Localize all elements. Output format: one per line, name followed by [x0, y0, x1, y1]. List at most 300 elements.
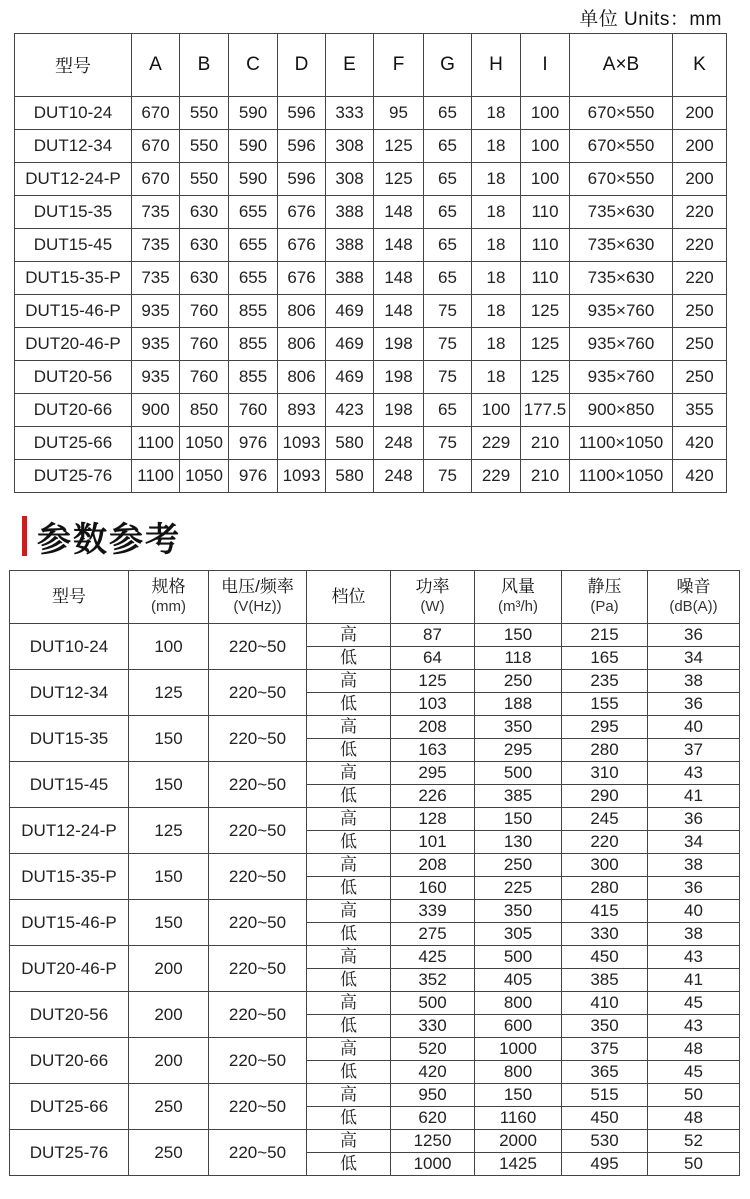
parameters-header-cell: [562, 571, 648, 624]
dimension-cell: 670: [132, 130, 180, 163]
dimension-cell: 420: [673, 427, 727, 460]
table-row: [10, 1038, 740, 1061]
airflow-cell: 118: [475, 647, 562, 670]
pressure-cell: 280: [562, 739, 648, 762]
airflow-cell: 150: [475, 1084, 562, 1107]
dimension-cell: 900: [132, 394, 180, 427]
header-label: 噪音: [676, 577, 711, 596]
dimension-cell: 1100: [132, 460, 180, 493]
dimensions-header-cell: H: [472, 34, 521, 97]
dimension-cell: 75: [424, 427, 472, 460]
dimension-cell: 469: [326, 295, 374, 328]
table-row: [10, 808, 740, 831]
airflow-cell: 305: [475, 923, 562, 946]
gear-cell: 低: [307, 877, 391, 900]
power-cell: 352: [391, 969, 475, 992]
dimension-cell: 670: [132, 97, 180, 130]
dimension-cell: 935×760: [570, 328, 673, 361]
dimension-cell: 100: [472, 394, 521, 427]
dimension-cell: 18: [472, 130, 521, 163]
airflow-cell: 800: [475, 1061, 562, 1084]
dimensions-header-cell: G: [424, 34, 472, 97]
pressure-cell: 365: [562, 1061, 648, 1084]
voltage-cell: 220~50: [209, 854, 307, 900]
power-cell: 620: [391, 1107, 475, 1130]
voltage-cell: 220~50: [209, 624, 307, 670]
dimension-cell: 735: [132, 229, 180, 262]
units-note: 单位 Units：mm: [579, 9, 722, 30]
dimension-cell: 1050: [180, 427, 229, 460]
table-row: [15, 196, 727, 229]
noise-cell: 43: [648, 762, 740, 785]
airflow-cell: 1425: [475, 1153, 562, 1176]
dimension-cell: 806: [278, 295, 326, 328]
size-cell: 150: [129, 762, 209, 808]
airflow-cell: 150: [475, 808, 562, 831]
header-unit: (Pa): [590, 598, 619, 615]
size-cell: 150: [129, 900, 209, 946]
model-cell: DUT25-76: [15, 460, 132, 493]
dimension-cell: 676: [278, 196, 326, 229]
dimension-cell: 596: [278, 97, 326, 130]
dimension-cell: 735×630: [570, 196, 673, 229]
power-cell: 101: [391, 831, 475, 854]
dimension-cell: 596: [278, 163, 326, 196]
dimension-cell: 18: [472, 328, 521, 361]
dimension-cell: 100: [521, 97, 570, 130]
dimension-cell: 75: [424, 328, 472, 361]
pressure-cell: 385: [562, 969, 648, 992]
size-cell: 200: [129, 946, 209, 992]
pressure-cell: 235: [562, 670, 648, 693]
dimension-cell: 423: [326, 394, 374, 427]
dimension-cell: 935: [132, 295, 180, 328]
dimension-cell: 550: [180, 97, 229, 130]
voltage-cell: 220~50: [209, 946, 307, 992]
dimension-cell: 220: [673, 196, 727, 229]
dimension-cell: 976: [229, 427, 278, 460]
dimension-cell: 550: [180, 163, 229, 196]
noise-cell: 45: [648, 1061, 740, 1084]
header-label: 型号: [52, 587, 86, 606]
dimension-cell: 229: [472, 460, 521, 493]
dimension-cell: 148: [374, 229, 424, 262]
model-cell: DUT12-34: [10, 670, 129, 716]
dimension-cell: 1100×1050: [570, 427, 673, 460]
header-label: 电压/频率: [221, 577, 294, 596]
dimension-cell: 935×760: [570, 295, 673, 328]
dimension-cell: 670×550: [570, 130, 673, 163]
dimension-cell: 333: [326, 97, 374, 130]
noise-cell: 34: [648, 831, 740, 854]
dimension-cell: 65: [424, 229, 472, 262]
table-row: [10, 854, 740, 877]
pressure-cell: 215: [562, 624, 648, 647]
power-cell: 160: [391, 877, 475, 900]
dimensions-header-cell: D: [278, 34, 326, 97]
dimension-cell: 760: [180, 295, 229, 328]
model-cell: DUT15-35-P: [15, 262, 132, 295]
model-cell: DUT10-24: [15, 97, 132, 130]
voltage-cell: 220~50: [209, 762, 307, 808]
airflow-cell: 250: [475, 670, 562, 693]
model-cell: DUT25-76: [10, 1130, 129, 1176]
dimensions-header-cell: I: [521, 34, 570, 97]
model-cell: DUT20-46-P: [15, 328, 132, 361]
power-cell: 128: [391, 808, 475, 831]
size-cell: 125: [129, 670, 209, 716]
airflow-cell: 800: [475, 992, 562, 1015]
dimension-cell: 655: [229, 229, 278, 262]
dimension-cell: 65: [424, 130, 472, 163]
header-unit: (mm): [151, 598, 186, 615]
noise-cell: 37: [648, 739, 740, 762]
noise-cell: 36: [648, 693, 740, 716]
gear-cell: 高: [307, 1130, 391, 1153]
dimension-cell: 355: [673, 394, 727, 427]
power-cell: 425: [391, 946, 475, 969]
model-cell: DUT20-66: [10, 1038, 129, 1084]
model-cell: DUT15-35: [15, 196, 132, 229]
gear-cell: 高: [307, 992, 391, 1015]
pressure-cell: 165: [562, 647, 648, 670]
dimension-cell: 210: [521, 427, 570, 460]
model-cell: DUT15-45: [10, 762, 129, 808]
dimension-cell: 248: [374, 460, 424, 493]
section-heading: [22, 515, 181, 557]
size-cell: 200: [129, 1038, 209, 1084]
parameters-header-cell: [391, 571, 475, 624]
dimension-cell: 388: [326, 229, 374, 262]
dimension-cell: 125: [374, 130, 424, 163]
dimension-cell: 210: [521, 460, 570, 493]
airflow-cell: 500: [475, 946, 562, 969]
dimensions-header-cell: K: [673, 34, 727, 97]
dimension-cell: 550: [180, 130, 229, 163]
parameters-header-cell: [648, 571, 740, 624]
dimension-cell: 200: [673, 163, 727, 196]
dimension-cell: 75: [424, 361, 472, 394]
noise-cell: 38: [648, 923, 740, 946]
size-cell: 250: [129, 1130, 209, 1176]
dimension-cell: 1100: [132, 427, 180, 460]
header-unit: (m³/h): [498, 598, 538, 615]
gear-cell: 高: [307, 900, 391, 923]
pressure-cell: 450: [562, 946, 648, 969]
dimension-cell: 935×760: [570, 361, 673, 394]
airflow-cell: 1160: [475, 1107, 562, 1130]
noise-cell: 41: [648, 785, 740, 808]
dimension-cell: 735×630: [570, 262, 673, 295]
table-row: [10, 716, 740, 739]
dimension-cell: 18: [472, 97, 521, 130]
header-unit: (V(Hz)): [233, 598, 282, 615]
dimension-cell: 65: [424, 262, 472, 295]
power-cell: 500: [391, 992, 475, 1015]
dimensions-header-row: [15, 34, 727, 97]
size-cell: 150: [129, 854, 209, 900]
dimension-cell: 18: [472, 163, 521, 196]
power-cell: 520: [391, 1038, 475, 1061]
pressure-cell: 375: [562, 1038, 648, 1061]
power-cell: 208: [391, 716, 475, 739]
noise-cell: 43: [648, 946, 740, 969]
pressure-cell: 415: [562, 900, 648, 923]
pressure-cell: 280: [562, 877, 648, 900]
dimensions-header-cell: 型号: [15, 34, 132, 97]
model-cell: DUT15-45: [15, 229, 132, 262]
airflow-cell: 500: [475, 762, 562, 785]
dimension-cell: 18: [472, 196, 521, 229]
voltage-cell: 220~50: [209, 808, 307, 854]
dimension-cell: 125: [521, 295, 570, 328]
noise-cell: 50: [648, 1084, 740, 1107]
airflow-cell: 600: [475, 1015, 562, 1038]
model-cell: DUT25-66: [15, 427, 132, 460]
table-row: [10, 624, 740, 647]
gear-cell: 高: [307, 854, 391, 877]
dimension-cell: 100: [521, 163, 570, 196]
gear-cell: 低: [307, 785, 391, 808]
table-row: [15, 163, 727, 196]
pressure-cell: 295: [562, 716, 648, 739]
voltage-cell: 220~50: [209, 716, 307, 762]
table-row: [15, 427, 727, 460]
voltage-cell: 220~50: [209, 1038, 307, 1084]
noise-cell: 40: [648, 900, 740, 923]
dimension-cell: 250: [673, 361, 727, 394]
airflow-cell: 350: [475, 716, 562, 739]
table-row: [15, 460, 727, 493]
dimension-cell: 200: [673, 130, 727, 163]
airflow-cell: 150: [475, 624, 562, 647]
noise-cell: 45: [648, 992, 740, 1015]
dimension-cell: 125: [521, 361, 570, 394]
dimension-cell: 760: [180, 328, 229, 361]
dimension-cell: 248: [374, 427, 424, 460]
power-cell: 275: [391, 923, 475, 946]
parameters-table: [9, 570, 740, 1176]
table-row: [10, 762, 740, 785]
pressure-cell: 410: [562, 992, 648, 1015]
dimension-cell: 308: [326, 130, 374, 163]
table-row: [10, 1084, 740, 1107]
size-cell: 150: [129, 716, 209, 762]
dimension-cell: 100: [521, 130, 570, 163]
accent-bar: [22, 516, 27, 556]
dimension-cell: 590: [229, 97, 278, 130]
model-cell: DUT15-46-P: [10, 900, 129, 946]
header-label: 风量: [501, 577, 535, 596]
dimension-cell: 855: [229, 295, 278, 328]
size-cell: 200: [129, 992, 209, 1038]
dimension-cell: 670×550: [570, 97, 673, 130]
gear-cell: 低: [307, 831, 391, 854]
header-label: 规格: [151, 577, 186, 596]
power-cell: 1250: [391, 1130, 475, 1153]
dimension-cell: 220: [673, 229, 727, 262]
gear-cell: 低: [307, 1153, 391, 1176]
dimension-cell: 95: [374, 97, 424, 130]
gear-cell: 低: [307, 1061, 391, 1084]
dimension-cell: 65: [424, 97, 472, 130]
gear-cell: 低: [307, 1015, 391, 1038]
table-row: [15, 97, 727, 130]
airflow-cell: 385: [475, 785, 562, 808]
dimension-cell: 1093: [278, 460, 326, 493]
pressure-cell: 245: [562, 808, 648, 831]
dimension-cell: 676: [278, 229, 326, 262]
power-cell: 163: [391, 739, 475, 762]
noise-cell: 40: [648, 716, 740, 739]
dimension-cell: 198: [374, 394, 424, 427]
dimensions-table: [14, 33, 727, 493]
gear-cell: 高: [307, 1038, 391, 1061]
noise-cell: 38: [648, 670, 740, 693]
dimension-cell: 735: [132, 196, 180, 229]
table-row: [10, 900, 740, 923]
dimension-cell: 420: [673, 460, 727, 493]
parameters-header-cell: [307, 571, 391, 624]
dimension-cell: 65: [424, 196, 472, 229]
power-cell: 295: [391, 762, 475, 785]
table-row: [15, 394, 727, 427]
model-cell: DUT20-46-P: [10, 946, 129, 992]
dimension-cell: 200: [673, 97, 727, 130]
dimension-cell: 125: [374, 163, 424, 196]
voltage-cell: 220~50: [209, 1084, 307, 1130]
dimension-cell: 580: [326, 460, 374, 493]
airflow-cell: 225: [475, 877, 562, 900]
power-cell: 950: [391, 1084, 475, 1107]
dimension-cell: 148: [374, 262, 424, 295]
dimension-cell: 1100×1050: [570, 460, 673, 493]
dimension-cell: 596: [278, 130, 326, 163]
dimension-cell: 590: [229, 130, 278, 163]
pressure-cell: 450: [562, 1107, 648, 1130]
size-cell: 100: [129, 624, 209, 670]
dimension-cell: 125: [521, 328, 570, 361]
pressure-cell: 290: [562, 785, 648, 808]
dimension-cell: 900×850: [570, 394, 673, 427]
airflow-cell: 188: [475, 693, 562, 716]
model-cell: DUT10-24: [10, 624, 129, 670]
dimension-cell: 198: [374, 361, 424, 394]
dimension-cell: 630: [180, 196, 229, 229]
gear-cell: 高: [307, 946, 391, 969]
airflow-cell: 1000: [475, 1038, 562, 1061]
dimension-cell: 655: [229, 262, 278, 295]
pressure-cell: 310: [562, 762, 648, 785]
power-cell: 64: [391, 647, 475, 670]
power-cell: 226: [391, 785, 475, 808]
dimension-cell: 670×550: [570, 163, 673, 196]
gear-cell: 高: [307, 624, 391, 647]
table-row: [15, 229, 727, 262]
model-cell: DUT25-66: [10, 1084, 129, 1130]
dimension-cell: 388: [326, 196, 374, 229]
dimension-cell: 760: [229, 394, 278, 427]
dimension-cell: 935: [132, 361, 180, 394]
dimension-cell: 976: [229, 460, 278, 493]
noise-cell: 34: [648, 647, 740, 670]
airflow-cell: 250: [475, 854, 562, 877]
dimensions-header-cell: A×B: [570, 34, 673, 97]
dimension-cell: 148: [374, 295, 424, 328]
parameters-header-row: [10, 571, 740, 624]
dimension-cell: 806: [278, 361, 326, 394]
voltage-cell: 220~50: [209, 1130, 307, 1176]
noise-cell: 43: [648, 1015, 740, 1038]
pressure-cell: 220: [562, 831, 648, 854]
dimension-cell: 250: [673, 295, 727, 328]
header-label: 静压: [587, 577, 622, 596]
table-row: [10, 1130, 740, 1153]
pressure-cell: 515: [562, 1084, 648, 1107]
dimension-cell: 110: [521, 262, 570, 295]
gear-cell: 低: [307, 693, 391, 716]
dimension-cell: 110: [521, 196, 570, 229]
dimension-cell: 735: [132, 262, 180, 295]
power-cell: 339: [391, 900, 475, 923]
dimension-cell: 855: [229, 328, 278, 361]
dimension-cell: 18: [472, 229, 521, 262]
dimension-cell: 580: [326, 427, 374, 460]
dimension-cell: 1050: [180, 460, 229, 493]
table-row: [10, 992, 740, 1015]
model-cell: DUT12-24-P: [10, 808, 129, 854]
dimension-cell: 855: [229, 361, 278, 394]
dimension-cell: 850: [180, 394, 229, 427]
dimension-cell: 388: [326, 262, 374, 295]
dimension-cell: 177.5: [521, 394, 570, 427]
model-cell: DUT15-35-P: [10, 854, 129, 900]
gear-cell: 低: [307, 969, 391, 992]
noise-cell: 36: [648, 808, 740, 831]
noise-cell: 36: [648, 877, 740, 900]
table-row: [15, 328, 727, 361]
parameters-header-cell: [209, 571, 307, 624]
model-cell: DUT12-24-P: [15, 163, 132, 196]
airflow-cell: 405: [475, 969, 562, 992]
dimension-cell: 735×630: [570, 229, 673, 262]
pressure-cell: 495: [562, 1153, 648, 1176]
dimension-cell: 630: [180, 262, 229, 295]
dimension-cell: 229: [472, 427, 521, 460]
noise-cell: 52: [648, 1130, 740, 1153]
dimension-cell: 65: [424, 163, 472, 196]
power-cell: 125: [391, 670, 475, 693]
model-cell: DUT15-46-P: [15, 295, 132, 328]
model-cell: DUT20-56: [15, 361, 132, 394]
pressure-cell: 350: [562, 1015, 648, 1038]
model-cell: DUT20-66: [15, 394, 132, 427]
header-unit: (W): [420, 598, 445, 615]
voltage-cell: 220~50: [209, 900, 307, 946]
noise-cell: 38: [648, 854, 740, 877]
noise-cell: 48: [648, 1038, 740, 1061]
pressure-cell: 300: [562, 854, 648, 877]
dimension-cell: 590: [229, 163, 278, 196]
dimension-cell: 250: [673, 328, 727, 361]
gear-cell: 低: [307, 647, 391, 670]
dimension-cell: 670: [132, 163, 180, 196]
dimension-cell: 65: [424, 394, 472, 427]
section-title: 参数参考: [37, 520, 181, 559]
table-row: [15, 262, 727, 295]
dimension-cell: 469: [326, 328, 374, 361]
airflow-cell: 2000: [475, 1130, 562, 1153]
